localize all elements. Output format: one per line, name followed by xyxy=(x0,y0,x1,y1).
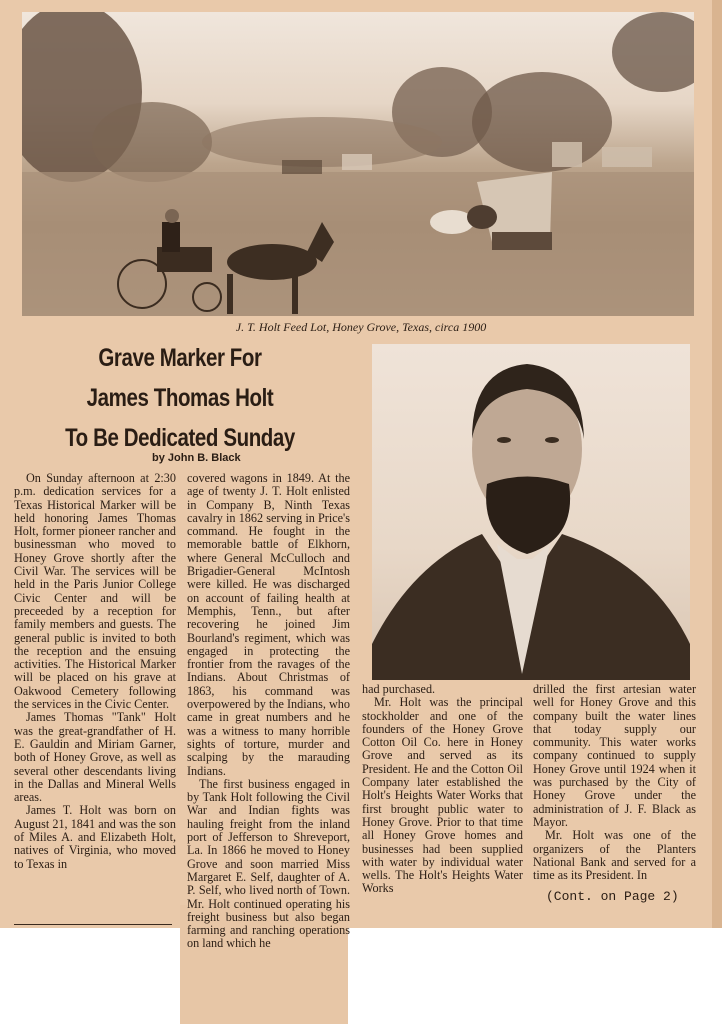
clipping-edge xyxy=(712,0,722,928)
paragraph: James Thomas "Tank" Holt was the great-grandfather of H. E. Gauldin and Miriam Garner, both of Honey Grove, as well as several other descendants living in the Dallas and Mineral Wells areas. xyxy=(14,710,176,805)
article-column-3 xyxy=(362,683,523,896)
paragraph: had purchased. xyxy=(362,682,436,696)
paragraph: On Sunday afternoon at 2:30 p.m. dedication services for a Texas Historical Marker will be held honoring James Thomas Holt, former pioneer rancher and businessman who moved to Honey Grove shortly after the Civil War. The services will be held in the Paris Junior College Civic Center and will be preceeded by a reception for family members and guests. The general public is invited to both the reception and the ensuing activities. The Historical Marker will be placed on his grave at Oakwood Cemetery following the services in the Civic Center. xyxy=(14,471,176,712)
headline-line-2: James Thomas Holt xyxy=(86,384,274,412)
paragraph: The first business engaged in by Tank Holt following the Civil War and Indian fights was hauling freight from the inland port of Jefferson to Shreveport, La. In 1866 he moved to Honey Grove and soon married Miss Margaret E. Self, daughter of A. P. Self, who lived north of Town. Mr. Holt continued operating his freight business but also began farming and ranching operations on land which he xyxy=(187,776,350,951)
paragraph: Mr. Holt was the principal stockholder and one of the founders of the Honey Grove Cotton Oil Co. here in Honey Grove and served as its President. He and the Cotton Oil Company later established the Holt's Heights Water Works that first brought public water to Honey Grove. Prior to that time all Honey Grove homes and businesses had been supplied with water by individual water wells. The Holt's Heights Water Works xyxy=(362,695,523,896)
photo-caption: J. T. Holt Feed Lot, Honey Grove, Texas, circa 1900 xyxy=(235,320,487,334)
background-area xyxy=(348,928,722,1024)
headline-line-1: Grave Marker For xyxy=(98,344,262,372)
column-divider xyxy=(14,924,172,925)
article-column-4 xyxy=(533,683,696,882)
article-column-2 xyxy=(187,472,350,951)
article-column-1 xyxy=(14,472,176,871)
byline: by John B. Black xyxy=(152,452,241,464)
paragraph: James T. Holt was born on August 21, 1841 and was the son of Miles A. and Elizabeth Holt, natives of Virginia, who moved to Texas in xyxy=(14,803,176,871)
continued-notice: (Cont. on Page 2) xyxy=(546,889,679,904)
portrait-photo xyxy=(372,344,690,680)
paragraph: drilled the first artesian water well for Honey Grove and this company built the water lines that today supply our community. This water works company continued to supply Honey Grove until 1924 when it was purchased by the City of Honey Grove under the administration of J. F. Black as Mayor. xyxy=(533,682,696,829)
paragraph: Mr. Holt was one of the organizers of the Planters National Bank and served for a time as its President. In xyxy=(533,828,696,883)
background-area xyxy=(0,928,180,1024)
headline-line-3: To Be Dedicated Sunday xyxy=(65,424,295,452)
feed-lot-photo xyxy=(22,12,694,316)
paragraph: covered wagons in 1849. At the age of twenty J. T. Holt enlisted in Company B, Ninth Texas cavalry in 1862 serving in Price's command. He fought in the memorable battle of Elkhorn, where General McCulloch and Brigadier-General McIntosh were killed. He was discharged on account of failing health at Memphis, Tenn., but after recovering he joined Jim Bourland's regiment, which was engaged in protecting the frontier from the ravages of the Indians. About Christmas of 1863, his command was overpowered by the Indians, who came in great numbers and he was a witness to many horrible sights of torture, murder and scalping by the marauding Indians. xyxy=(187,471,350,778)
